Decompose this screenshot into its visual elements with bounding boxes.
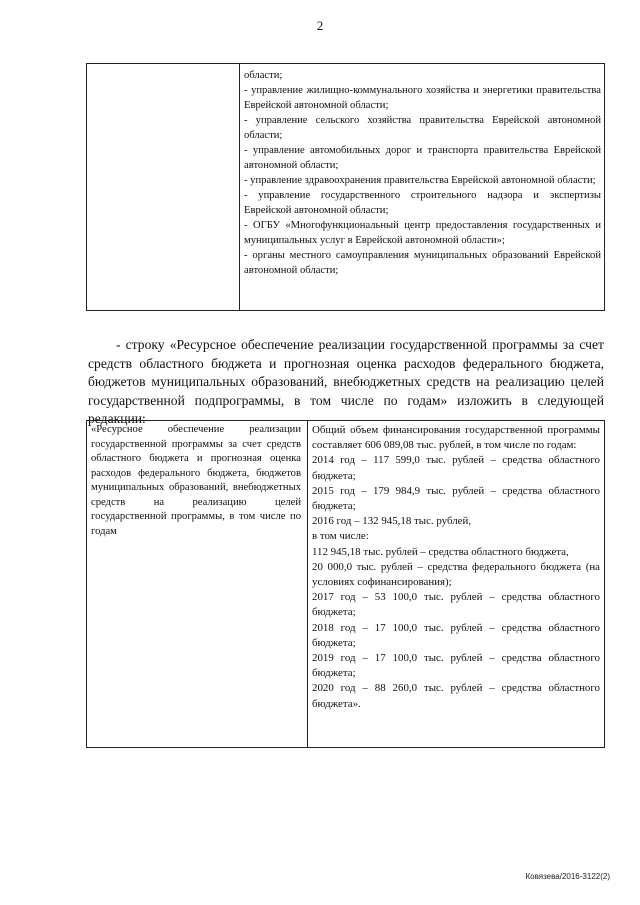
document-footer-code: Ковязева/2016-3122(2): [525, 872, 610, 881]
resource-row-label: «Ресурсное обеспечение реализации государственной программы за счет средств областного бюджета и прогнозная оценка расходов федерального бюджета, бюджетов муниципальных образований, внебюджетных средств на реализацию целей государственной программы, в том числе по годам: [91, 424, 301, 537]
funding-line: 2014 год – 117 599,0 тыс. рублей – средства областного бюджета;: [312, 454, 600, 482]
page-number: 2: [316, 18, 324, 33]
funding-line: 2015 год – 179 984,9 тыс. рублей – средства областного бюджета;: [312, 484, 600, 513]
list-item: - органы местного самоуправления муниципальных образований Еврейской автономной области;: [244, 250, 601, 276]
list-item: - управление автомобильных дорог и транспорта правительства Еврейской автономной области;: [244, 145, 601, 171]
table-column-divider: [239, 64, 240, 310]
funding-line: 20 000,0 тыс. рублей – средства федерального бюджета (на условиях софинансирования);: [312, 560, 600, 589]
list-item: - управление здравоохранения правительства Еврейской автономной области;: [244, 175, 596, 186]
agencies-list: [244, 68, 601, 278]
funding-line: 112 945,18 тыс. рублей – средства областного бюджета,: [312, 545, 569, 558]
table-column-divider: [307, 421, 308, 747]
agencies-table: [86, 63, 605, 311]
list-item: - ОГБУ «Многофункциональный центр предоставления государственных и муниципальных услуг в Еврейской автономной области»;: [244, 220, 601, 246]
funding-line: 2017 год – 53 100,0 тыс. рублей – средства областного бюджета;: [312, 591, 600, 619]
funding-line: в том числе:: [312, 530, 369, 543]
funding-line: 2020 год – 88 260,0 тыс. рублей – средства областного бюджета».: [312, 682, 600, 710]
funding-line: 2016 год – 132 945,18 тыс. рублей,: [312, 515, 472, 528]
funding-line: Общий объем финансирования государственной программы составляет 606 089,08 тыс. рублей, в том числе по годам:: [312, 424, 600, 452]
funding-line: 2019 год – 17 100,0 тыс. рублей – средства областного бюджета;: [312, 652, 600, 680]
resource-row-value: [312, 423, 600, 712]
list-item: - управление сельского хозяйства правительства Еврейской автономной области;: [244, 115, 601, 141]
list-item: - управление государственного строительного надзора и экспертизы Еврейской автономной области;: [244, 190, 601, 216]
resource-table: [86, 420, 605, 748]
amendment-paragraph: - строку «Ресурсное обеспечение реализации государственной программы за счет средств областного бюджета и прогнозная оценка расходов федерального бюджета, бюджетов муниципальных образований, внебюджетных средств на реализацию целей государственной подпрограммы, в том числе по годам» изложить в следующей редакции:: [88, 337, 604, 426]
funding-line: 2018 год – 17 100,0 тыс. рублей – средства областного бюджета;: [312, 621, 600, 649]
list-item: области;: [244, 70, 283, 81]
list-item: - управление жилищно-коммунального хозяйства и энергетики правительства Еврейской автономной области;: [244, 85, 601, 111]
